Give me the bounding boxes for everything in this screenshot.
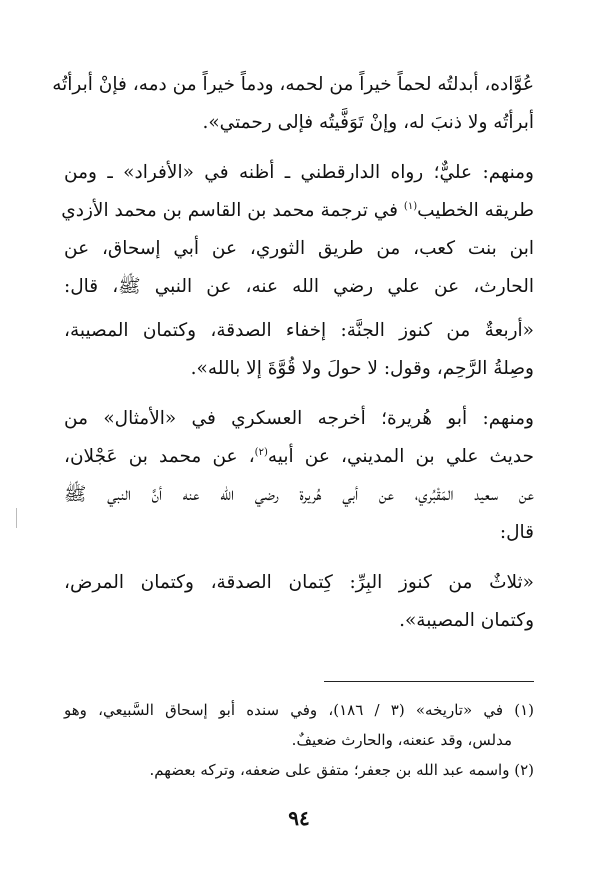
margin-mark bbox=[16, 508, 17, 528]
text-line: الحارث، عن علي رضي الله عنه، عن النبي ﷺ، قال: bbox=[64, 276, 534, 297]
text-line: وصِلةُ الرَّحِم، وقول: لا حولَ ولا قُوَّةَ إلا بالله». bbox=[190, 358, 534, 379]
text-fragment: في ترجمة محمد بن القاسم بن محمد الأزدي bbox=[61, 200, 399, 221]
text-line: عُوَّاده، أبدلتُه لحماً خيراً من لحمه، ودماً خيراً من دمه، فإنْ أبرأتُه bbox=[52, 74, 534, 95]
text-fragment: ، عن محمد بن عَجْلان، bbox=[64, 446, 255, 467]
text-line: قال: bbox=[499, 522, 534, 543]
text-line: وكتمان المصيبة». bbox=[399, 610, 534, 631]
paragraph-1 bbox=[52, 66, 534, 142]
paragraph-2 bbox=[61, 154, 534, 306]
footnotes bbox=[64, 695, 534, 785]
text-line: عن سعيد المَقْبُري، عن أبي هُريرة رضي الله عنه أنَّ النبي ﷺ bbox=[64, 484, 534, 505]
footnote-1-line-1: (١) في «تاريخه» (٣ / ١٨٦)، وفي سنده أبو إسحاق السَّبيعي، وهو bbox=[64, 701, 534, 719]
text-fragment: حديث علي بن المديني، عن أبيه bbox=[267, 446, 534, 467]
text-line: ومنهم: عليٌّ؛ رواه الدارقطني ـ أظنه في «الأفراد» ـ ومن bbox=[64, 162, 534, 183]
text-line: أبرأتُه ولا ذنبَ له، وإنْ تَوَفَّيتُه فإلى رحمتي». bbox=[202, 112, 534, 133]
text-line bbox=[61, 192, 534, 230]
footnote-1-line-2: مدلس، وقد عنعنه، والحارث ضعيفٌ. bbox=[291, 731, 512, 749]
paragraph-5 bbox=[64, 564, 534, 640]
text-fragment: طريقه الخطيب bbox=[417, 200, 534, 221]
text-line: ابن بنت كعب، من طريق الثوري، عن أبي إسحاق، عن bbox=[64, 238, 534, 259]
main-text bbox=[52, 66, 534, 640]
paragraph-3 bbox=[64, 312, 534, 388]
footnote-ref[interactable]: (٢) bbox=[254, 446, 268, 458]
footnote-ref[interactable]: (١) bbox=[403, 200, 418, 212]
footnote-2: (٢) واسمه عبد الله بن جعفر؛ متفق على ضعفه، وتركه بعضهم. bbox=[149, 761, 534, 779]
text-line bbox=[64, 438, 534, 476]
paragraph-4 bbox=[64, 400, 534, 552]
page-number: ٩٤ bbox=[288, 806, 310, 830]
text-line: «أربعةٌ من كنوز الجنَّة: إخفاء الصدقة، وكتمان المصيبة، bbox=[64, 320, 534, 341]
footnote-separator bbox=[324, 681, 534, 682]
text-line: ومنهم: أبو هُريرة؛ أخرجه العسكري في «الأمثال» من bbox=[64, 408, 534, 429]
text-line: «ثلاثٌ من كنوز البِرِّ: كِتمان الصدقة، وكتمان المرض، bbox=[64, 572, 534, 593]
